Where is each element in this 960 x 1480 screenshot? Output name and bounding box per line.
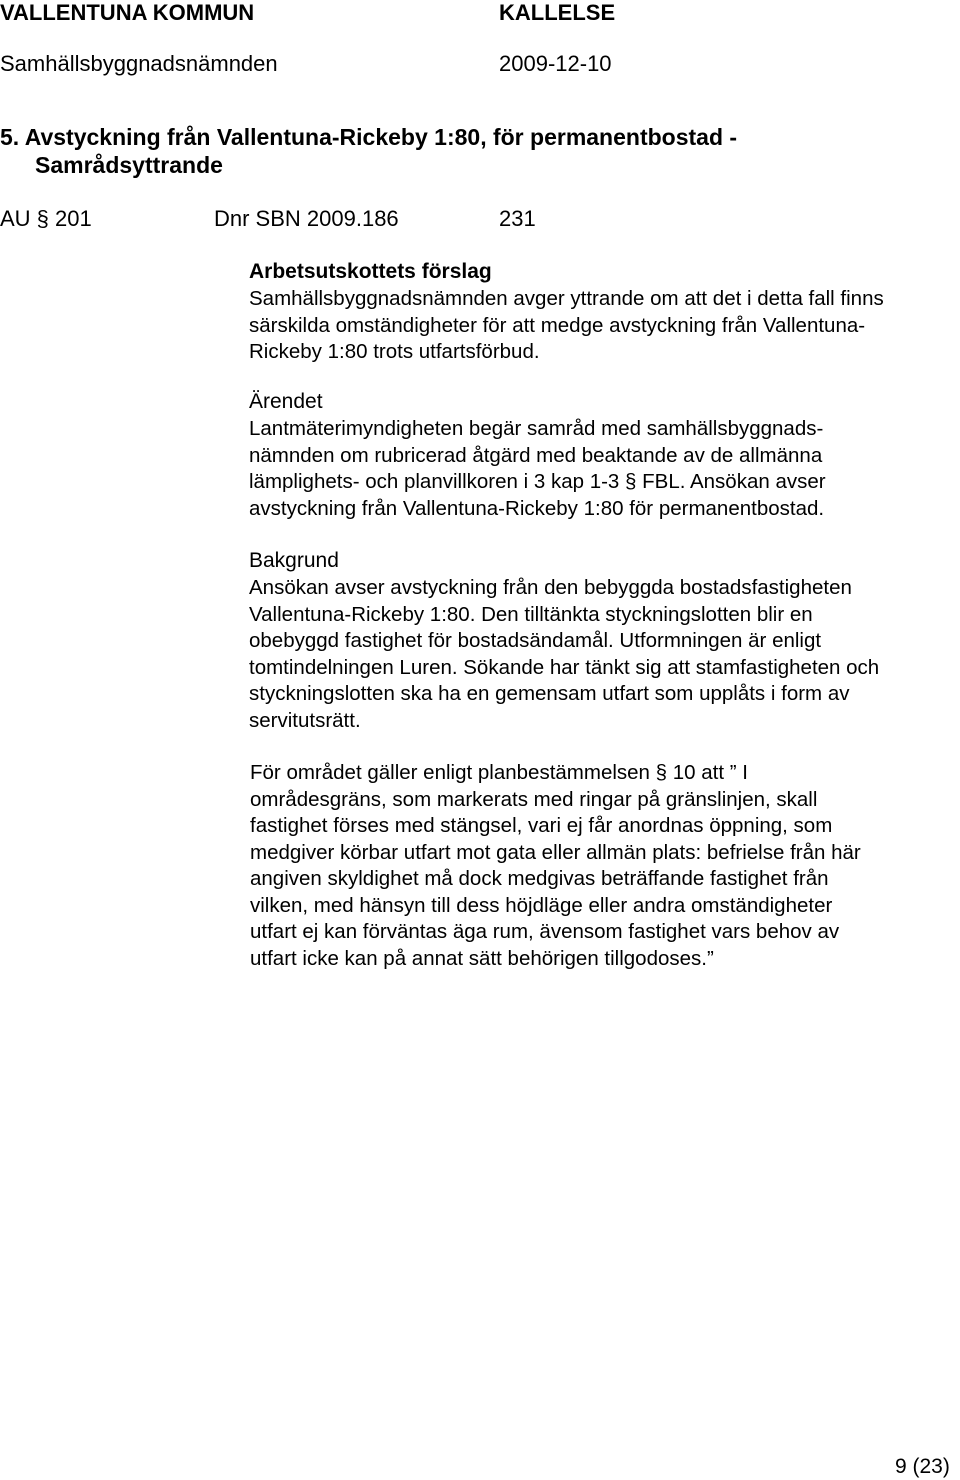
forslag-line: Rickeby 1:80 trots utfartsförbud. — [249, 340, 540, 363]
arendet-line: avstyckning från Vallentuna-Rickeby 1:80 för permanentbostad. — [249, 496, 825, 520]
bakgrund-line: styckningslotten ska ha en gemensam utfart som upplåts i form av — [249, 682, 850, 705]
bakgrund-line: Ansökan avser avstyckning från den bebyggda bostadsfastigheten — [249, 576, 852, 599]
quote-line: fastighet förses med stängsel, vari ej får anordnas öppning, som — [250, 814, 833, 837]
bakgrund-line: Vallentuna-Rickeby 1:80. Den tilltänkta styckningslotten blir en — [249, 602, 813, 626]
forslag-heading: Arbetsutskottets förslag — [249, 260, 492, 283]
committee-name: Samhällsbyggnadsnämnden — [0, 51, 278, 76]
forslag-section — [249, 259, 949, 366]
quote-line: angiven skyldighet må dock medgivas beträffande fastighet från — [250, 867, 829, 890]
arendet-line: nämnden om rubricerad åtgärd med beaktande av de allmänna — [249, 443, 823, 467]
item-title-line2: Samrådsyttrande — [35, 152, 223, 178]
item-title-line1: 5. Avstyckning från Vallentuna-Rickeby 1:80, för permanentbostad - — [0, 124, 738, 150]
arendet-line: lämplighets- och planvillkoren i 3 kap 1-3 § FBL. Ansökan avser — [249, 470, 826, 493]
bakgrund-text — [249, 575, 949, 734]
quote-line: områdesgräns, som markerats med ringar på gränslinjen, skall — [250, 787, 818, 811]
document-type: KALLELSE — [499, 0, 616, 25]
au-reference: AU § 201 — [0, 206, 92, 231]
bakgrund-line: servitutsrätt. — [249, 708, 361, 732]
page-number: 9 (23) — [895, 1455, 950, 1478]
arendet-line: Lantmäterimyndigheten begär samråd med samhällsbyggnads- — [249, 417, 824, 440]
arendet-text — [249, 416, 949, 522]
meeting-date: 2009-12-10 — [499, 51, 612, 76]
forslag-text — [249, 286, 949, 366]
organization-name: VALLENTUNA KOMMUN — [0, 0, 255, 25]
reference-number: 231 — [499, 206, 536, 231]
arendet-section — [249, 389, 949, 522]
plan-regulation-quote — [250, 760, 950, 972]
bakgrund-line: tomtindelningen Luren. Sökande har tänkt sig att stamfastigheten och — [249, 655, 880, 679]
dnr-reference: Dnr SBN 2009.186 — [214, 206, 399, 231]
bakgrund-section — [249, 548, 949, 734]
quote-line: medgiver körbar utfart mot gata eller allmän plats: befrielse från här — [250, 840, 861, 864]
forslag-line: Samhällsbyggnadsnämnden avger yttrande om att det i detta fall finns — [249, 287, 884, 310]
quote-line: utfart icke kan på annat sätt behörigen tillgodoses.” — [250, 946, 714, 970]
quote-line: utfart ej kan förväntas äga rum, ävensom fastighet vars behov av — [250, 920, 840, 943]
forslag-line: särskilda omständigheter för att medge avstyckning från Vallentuna- — [249, 313, 866, 337]
arendet-heading: Ärendet — [249, 390, 323, 413]
bakgrund-line: obebyggd fastighet för bostadsändamål. Utformningen är enligt — [249, 629, 822, 652]
quote-line: För området gäller enligt planbestämmelsen § 10 att ” I — [250, 761, 748, 784]
bakgrund-heading: Bakgrund — [249, 549, 339, 572]
quote-line: vilken, med hänsyn till dess höjdläge eller andra omständigheter — [250, 893, 833, 917]
